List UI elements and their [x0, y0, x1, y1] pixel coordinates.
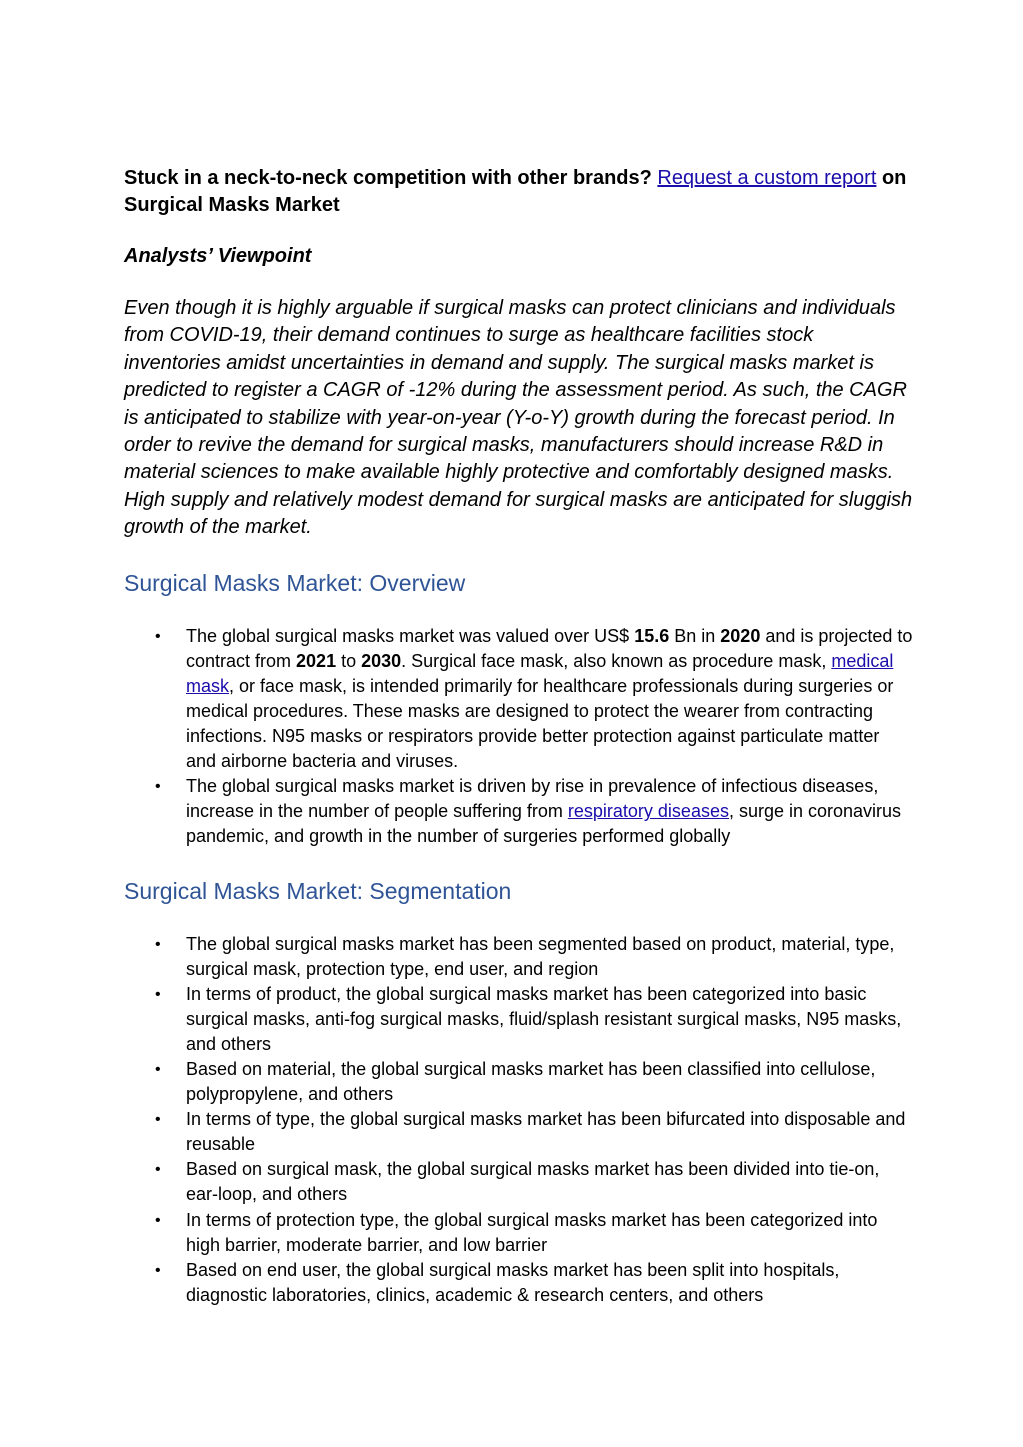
segmentation-list: [124, 932, 914, 1308]
base-year: 2020: [720, 625, 761, 646]
list-item-text: Based on end user, the global surgical masks market has been split into hospitals, diagnostic laboratories, clinics, academic & research centers, and others: [186, 1259, 840, 1305]
forecast-end-year: 2030: [361, 650, 402, 671]
overview-list: [124, 624, 914, 850]
respiratory-diseases-link[interactable]: respiratory diseases: [567, 801, 729, 822]
list-item: [124, 1057, 914, 1107]
bullet-icon: •: [155, 627, 161, 645]
analysts-viewpoint-paragraph: Even though it is highly arguable if surgical masks can protect clinicians and individuals from COVID-19, their demand continues to surge as healthcare facilities stock inventories amidst uncertainties in demand and supply. The surgical masks market is predicted to register a CAGR of -12% during the assessment period. As such, the CAGR is anticipated to stabilize with year-on-year (Y-o-Y) growth during the forecast period. In order to revive the demand for surgical masks, manufacturers should increase R&D in material sciences to make available highly protective and comfortably designed masks. High supply and relatively modest demand for surgical masks are anticipated for sluggish growth of the market.: [124, 297, 913, 539]
list-item: [124, 1258, 914, 1308]
text-run: The global surgical masks market was valued over US$: [186, 625, 635, 646]
text-run: The global surgical masks market is driven by rise in prevalence of infectious diseases, increase in the number of people suffering from: [186, 776, 879, 822]
overview-heading: Surgical Masks Market: Overview: [124, 569, 466, 596]
text-run: Bn in: [669, 625, 721, 646]
list-item-text: In terms of protection type, the global surgical masks market has been categorized into high barrier, moderate barrier, and low barrier: [186, 1209, 878, 1255]
list-item: [124, 1208, 914, 1258]
bullet-icon: •: [155, 1060, 161, 1078]
forecast-start-year: 2021: [296, 650, 337, 671]
bullet-icon: •: [155, 778, 161, 796]
market-value: 15.6: [634, 625, 670, 646]
text-run: and is projected to contract from: [186, 625, 913, 671]
text-run: to: [336, 650, 362, 671]
list-item: [124, 624, 914, 775]
bullet-icon: •: [155, 1161, 161, 1179]
list-item-text: In terms of type, the global surgical masks market has been bifurcated into disposable and reusable: [186, 1109, 906, 1155]
request-custom-report-link[interactable]: Request a custom report: [657, 167, 877, 189]
list-item: [124, 1157, 914, 1207]
list-item-text: Based on surgical mask, the global surgical masks market has been divided into tie-on, ear-loop, and others: [186, 1159, 880, 1205]
bullet-icon: •: [155, 1211, 161, 1229]
bullet-icon: •: [155, 935, 161, 953]
medical-mask-link[interactable]: medical mask: [186, 650, 894, 696]
document-page: [124, 165, 914, 1308]
list-item: [124, 982, 914, 1057]
analysts-viewpoint-heading: Analysts’ Viewpoint: [124, 245, 312, 267]
bullet-icon: •: [155, 1111, 161, 1129]
list-item-text: In terms of product, the global surgical masks market has been categorized into basic surgical masks, anti-fog surgical masks, fluid/splash resistant surgical masks, N95 masks, and others: [186, 983, 902, 1054]
list-item-text: The global surgical masks market has been segmented based on product, material, type, surgical mask, protection type, end user, and region: [186, 933, 895, 979]
custom-report-callout: [124, 165, 914, 219]
list-item-text: Based on material, the global surgical masks market has been classified into cellulose, polypropylene, and others: [186, 1058, 876, 1105]
list-item: [124, 1107, 914, 1157]
segmentation-heading: Surgical Masks Market: Segmentation: [124, 877, 512, 904]
text-run: , surge in coronavirus pandemic, and growth in the number of surgeries performed globally: [186, 801, 902, 847]
bullet-icon: •: [155, 1261, 161, 1279]
list-item: [124, 774, 914, 849]
list-item: [124, 932, 914, 982]
callout-lead-text: Stuck in a neck-to-neck competition with other brands?: [124, 167, 658, 189]
bullet-icon: •: [155, 985, 161, 1003]
text-run: , or face mask, is intended primarily for healthcare professionals during surgeries or medical procedures. These masks are designed to protect the wearer from contracting infections. N95 masks or respirators provide better protection against particulate matter and airborne bacteria and viruses.: [186, 675, 894, 772]
callout-tail-text: on Surgical Masks Market: [124, 167, 907, 216]
text-run: . Surgical face mask, also known as procedure mask,: [401, 650, 832, 671]
